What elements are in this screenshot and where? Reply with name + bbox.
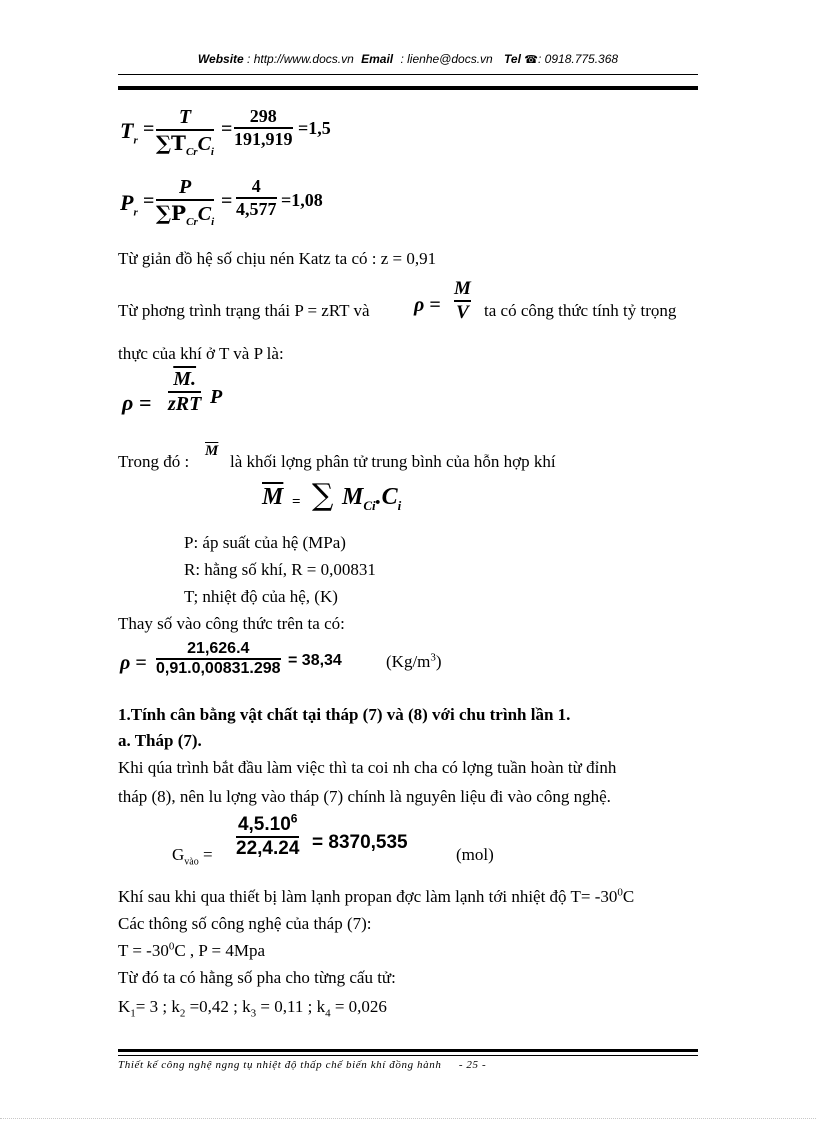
equation-pr: $P_r$ = P $\sum P_{Cr}C_i$ = 4 4,577 =1,08 — [120, 176, 323, 228]
page-footer — [118, 1059, 486, 1071]
paragraph-k-values: $K_1= 3$ ; $k_2 =0,42$ ; $k_3 = 0,11$ ; $k_4 = 0,026$ — [118, 997, 387, 1020]
definition-r: R: hằng số khí, R = 0,00831 — [184, 560, 376, 579]
rho-inline-formula: ρ = M V — [414, 278, 471, 323]
paragraph-katz: Từ giản đồ hệ số chịu nén Katz ta có : z = 0,91 — [118, 249, 437, 268]
equation-rho-value: ρ = 21,626.4 0,91.0,00831.298 = 38,34 $(Kg/m^3)$ — [120, 640, 442, 677]
tel-value: : 0918.775.368 — [538, 52, 619, 66]
website-value[interactable]: : http://www.docs.vn — [247, 52, 354, 66]
tel-label: Tel — [504, 52, 521, 66]
paragraph-where-tail: là khối lợng phân tử trung bình của hỗn hợp khí — [230, 452, 556, 471]
paragraph-flow: tháp (8), nên lu lợng vào tháp (7) chính là nguyên liệu đi vào công nghệ. — [118, 787, 611, 806]
header-rule-thick — [118, 86, 698, 90]
paragraph-state-eq: Từ phơng trình trạng thái P = zRT và — [118, 301, 370, 320]
paragraph-state-eq-tail: ta có công thức tính tỷ trọng — [484, 301, 677, 320]
paragraph-where: Trong đó : — [118, 452, 190, 471]
email-label: Email — [361, 52, 394, 66]
equation-g-in: $G_{vào}$ = $4,5.10^6$ 22,4.24 = 8370,535 (mol) — [172, 811, 494, 868]
email-value[interactable]: : lienhe@docs.vn — [400, 52, 493, 66]
definition-p: P: áp suất của hệ (MPa) — [184, 533, 346, 552]
definition-t: T; nhiệt độ của hệ, (K) — [184, 587, 338, 606]
subsection-heading: a. Tháp (7). — [118, 731, 202, 750]
footer-title: Thiết kế công nghệ ngng tụ nhiệt độ thấp chế biến khí đồng hành — [118, 1059, 442, 1071]
paragraph-params: Các thông số công nghệ của tháp (7): — [118, 914, 372, 933]
phone-icon: ☎ — [524, 54, 538, 66]
paragraph-substitute: Thay số vào công thức trên ta có: — [118, 614, 345, 633]
tr-fraction-2: 298 191,919 — [234, 106, 293, 149]
header-rule-thin — [118, 74, 698, 75]
pr-fraction-1: P $\sum P_{Cr}C_i$ — [156, 176, 215, 228]
section-heading: 1.Tính cân bằng vật chất tại tháp (7) và (8) với chu trình lần 1. — [118, 705, 571, 724]
equation-tr: $T_r$ = T $\sum T_{Cr}C_i$ = 298 191,919 =1,5 — [120, 106, 331, 158]
paragraph-start: Khi qúa trình bắt đầu làm việc thì ta coi nh cha có lợng tuần hoàn từ đỉnh — [118, 758, 617, 777]
equation-rho: ρ = M. zRT P — [122, 368, 223, 415]
equation-m-bar: $\overline{M}$ = ∑ $M_{Ci}.C_i$ — [262, 478, 402, 513]
pr-fraction-2: 4 4,577 — [236, 176, 277, 219]
page-header — [0, 52, 816, 66]
paragraph-t-p: $T = -30^0C$ , P = 4Mpa — [118, 940, 265, 960]
paragraph-density: thực của khí ở T và P là: — [118, 344, 284, 363]
paragraph-k-intro: Từ đó ta có hằng số pha cho từng cấu tử: — [118, 968, 396, 987]
footer-rule-thick — [118, 1049, 698, 1052]
tr-fraction-1: T $\sum T_{Cr}C_i$ — [156, 106, 214, 158]
m-bar-inline: $\overline{M}$ — [205, 443, 219, 459]
paragraph-cooling: Khí sau khi qua thiết bị làm lạnh propan đợc làm lạnh tới nhiệt độ $T= -30^0C$ — [118, 886, 635, 906]
page-number: - 25 - — [458, 1059, 487, 1071]
page-bottom-border — [0, 1118, 816, 1120]
website-label: Website — [197, 52, 244, 66]
footer-rule-thin — [118, 1055, 698, 1056]
